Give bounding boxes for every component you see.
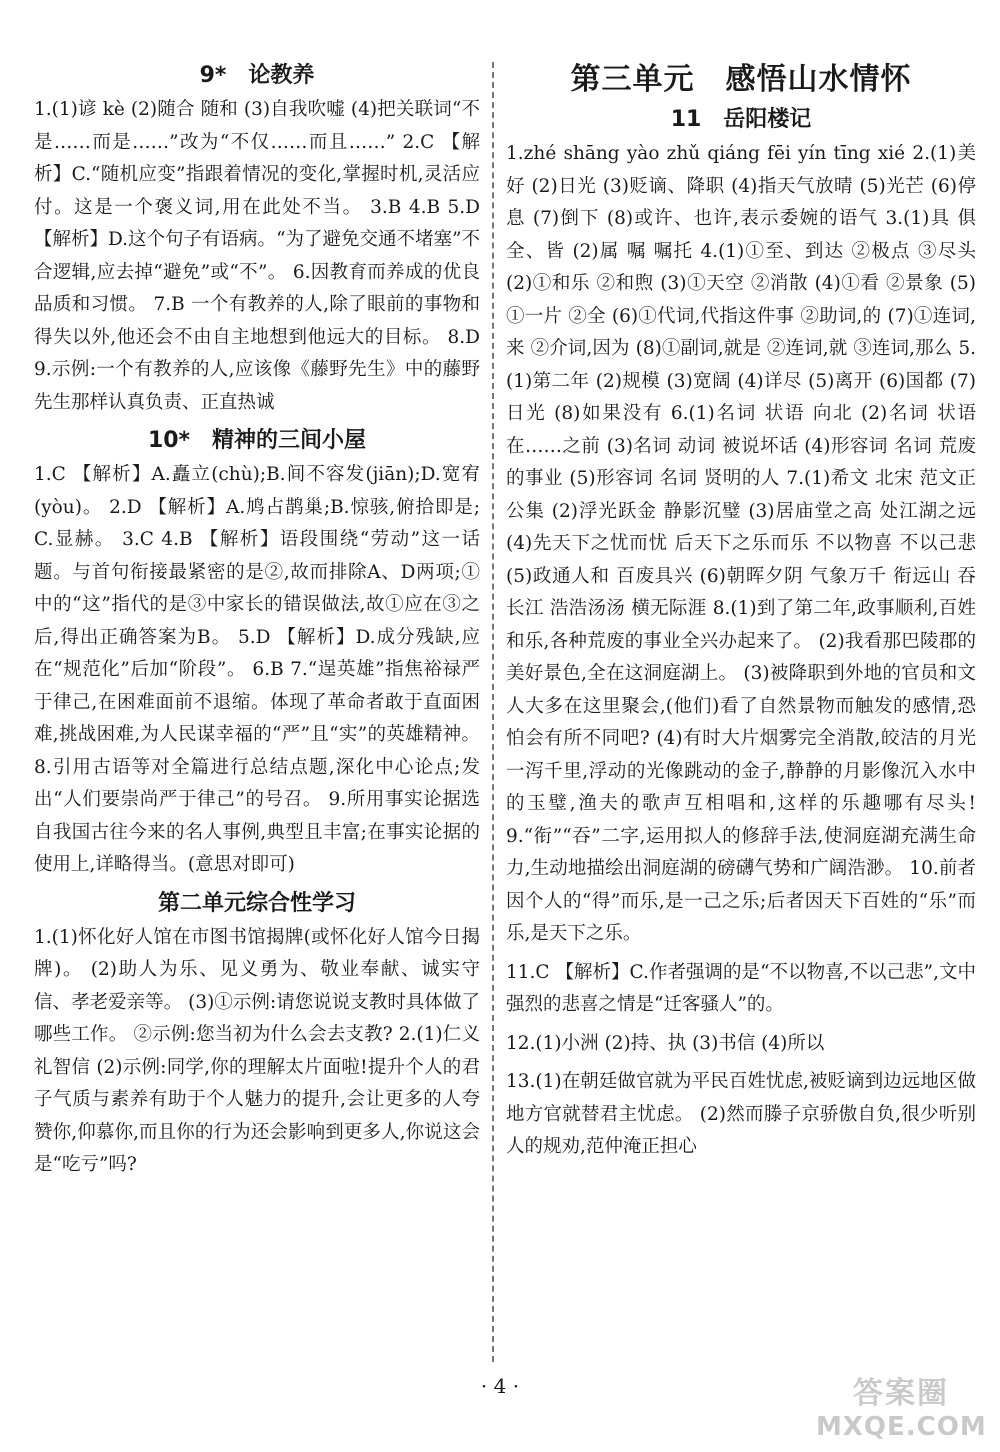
lesson-10-answers: 1.C 【解析】A.矗立(chù);B.间不容发(jiān);D.宽宥(yòu)。 2.D 【解析】A.鸠占鹊巢;B.惊骇,俯拾即是;C.显赫。 3.C 4.B 【解析】语段围绕“劳动”这一话题。与首句衔接最紧密的是②,故而排除A、D两项;①中的“这”指代的是③中家长的错误做法,故①应在③之后,得出正确答案为B。 5.D 【解析】D.成分残缺,应在“规范化”后加“阶段”。 6.B 7.“逞英雄”指焦裕禄严于律己,在困难面前不退缩。体现了革命者敢于直面困难,挑战困难,为人民谋幸福的“严”且“实”的英雄精神。 8.引用古语等对全篇进行总结点题,深化中心论点;发出“人们要崇尚严于律己”的号召。 9.所用事实论据选自我国古往今来的名人事例,典型且丰富;在事实论据的使用上,详略得当。(意思对即可)	[34, 464, 480, 875]
unit-3-title: 第三单元 感悟山水情怀	[570, 62, 912, 97]
lesson-10-title: 10* 精神的三间小屋	[147, 428, 367, 453]
column-divider	[492, 62, 494, 1362]
right-column	[506, 60, 976, 1170]
page-number: · 4 ·	[480, 1374, 520, 1398]
site-watermark	[816, 1376, 986, 1446]
unit-2-study-title: 第二单元综合性学习	[157, 890, 356, 916]
left-column	[34, 60, 480, 1188]
unit-2-study-answers: 1.(1)怀化好人馆在市图书馆揭牌(或怀化好人馆今日揭牌)。 (2)助人为乐、见义勇为、敬业奉献、诚实守信、孝老爱亲等。 (3)①示例:请您说说支教时具体做了哪些工作。 ②示例:您当初为什么会去支教? 2.(1)仁义礼智信 (2)示例:同学,你的理解太片面啦!提升个人的君子气质与素养有助于个人魅力的提升,会让更多的人夸赞你,仰慕你,而且你的行为还会影响到更多人,你说这会是“吃亏”吗?	[34, 926, 480, 1175]
lesson-11-q11: 11.C 【解析】C.作者强调的是“不以物喜,不以己悲”,文中强烈的悲喜之情是“迁客骚人”的。	[506, 961, 976, 1015]
watermark-url: MXQE.COM	[816, 1412, 987, 1442]
lesson-9-answers: 1.(1)谚 kè (2)随合 随和 (3)自我吹嘘 (4)把关联词“不是……而是……”改为“不仅……而且……” 2.C 【解析】C.“随机应变”指跟着情况的变化,掌握时机,灵活应付。这是一个褒义词,用在此处不当。 3.B 4.B 5.D 【解析】D.这个句子有语病。“为了避免交通不堵塞”不合逻辑,应去掉“避免”或“不”。 6.因教育而养成的优良品质和习惯。 7.B 一个有教养的人,除了眼前的事物和得失以外,他还会不由自主地想到他远大的目标。 8.D 9.示例:一个有教养的人,应该像《藤野先生》中的藤野先生那样认真负责、正直热诚	[34, 99, 480, 413]
lesson-11-q12: 12.(1)小洲 (2)持、执 (3)书信 (4)所以	[506, 1032, 825, 1054]
watermark-logo-text: 答案圈	[853, 1376, 949, 1411]
lesson-11-title: 11 岳阳楼记	[670, 107, 812, 132]
lesson-9-title: 9* 论教养	[199, 63, 315, 88]
lesson-11-q13: 13.(1)在朝廷做官就为平民百姓忧虑,被贬谪到边远地区做地方官就替君主忧虑。 (2)然而滕子京骄傲自负,很少听别人的规劝,范仲淹正担心	[506, 1071, 976, 1157]
lesson-11-answers: 1.zhé shāng yào zhǔ qiáng fēi yín tīng xié 2.(1)美好 (2)日光 (3)贬谪、降职 (4)指天气放晴 (5)光芒 (6)停息 (7)倒下 (8)或许、也许,表示委婉的语气 3.(1)具 俱 全、皆 (2)属 嘱 嘱托 4.(1)①至、到达 ②极点 ③尽头 (2)①和乐 ②和煦 (3)①天空 ②消散 (4)①看 ②景象 (5)①一片 ②全 (6)①代词,代指这件事 ②助词,的 (7)①连词,来 ②介词,因为 (8)①副词,就是 ②连词,就 ③连词,那么 5.(1)第二年 (2)规模 (3)宽阔 (4)详尽 (5)离开 (6)国都 (7)日光 (8)如果没有 6.(1)名词 状语 向北 (2)名词 状语 在……之前 (3)名词 动词 被说坏话 (4)形容词 名词 荒废的事业 (5)形容词 名词 贤明的人 7.(1)希文 北宋 范文正公集 (2)浮光跃金 静影沉璧 (3)居庙堂之高 处江湖之远 (4)先天下之忧而忧 后天下之乐而乐 不以物喜 不以己悲 (5)政通人和 百废具兴 (6)朝晖夕阴 气象万千 衔远山 吞长江 浩浩汤汤 横无际涯 8.(1)到了第二年,政事顺利,百姓和乐,各种荒废的事业全兴办起来了。 (2)我看那巴陵郡的美好景色,全在这洞庭湖上。 (3)被降职到外地的官员和文人大多在这里聚会,(他们)看了自然景物而触发的感情,恐怕会有所不同吧? (4)有时大片烟雾完全消散,皎洁的月光一泻千里,浮动的光像跳动的金子,静静的月影像沉入水中的玉璧,渔夫的歌声互相唱和,这样的乐趣哪有尽头! 9.“衔”“吞”二字,运用拟人的修辞手法,使洞庭湖充满生命力,生动地描绘出洞庭湖的磅礴气势和广阔浩渺。 10.前者因个人的“得”而乐,是一己之乐;后者因天下百姓的“乐”而乐,是天下之乐。	[506, 143, 976, 944]
